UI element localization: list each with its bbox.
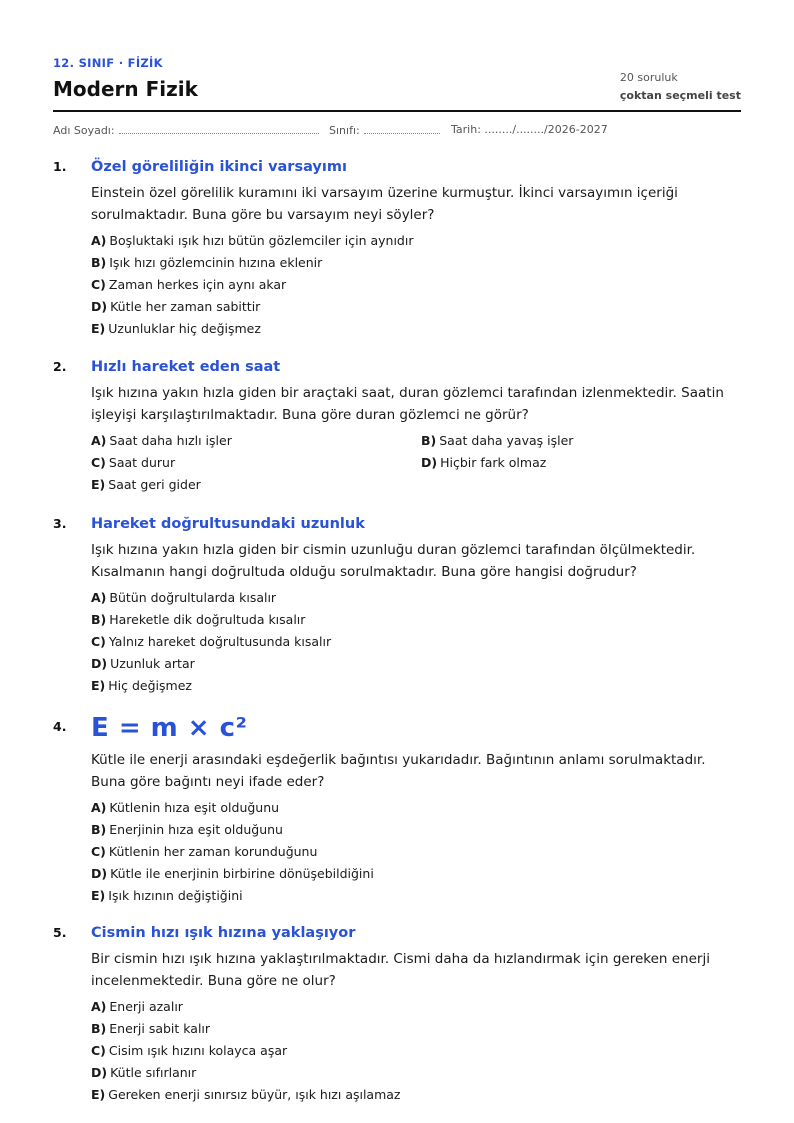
question-3	[53, 513, 741, 697]
test-meta	[620, 71, 741, 102]
name-field[interactable]	[53, 123, 319, 137]
option-d[interactable]: D) Kütle her zaman sabittir	[91, 299, 261, 314]
option-a[interactable]: A) Bütün doğrultularda kısalır	[91, 590, 277, 605]
options	[91, 230, 741, 340]
question-5	[53, 922, 741, 1106]
option-c[interactable]: C) Kütlenin her zaman korunduğunu	[91, 844, 318, 859]
option-d[interactable]: D) Hiçbir fark olmaz	[421, 455, 547, 470]
question-text: Işık hızına yakın hızla giden bir cismin uzunluğu duran gözlemci tarafından ölçülmektedir. Kısalmanın hangi doğrultuda olduğu sorulmaktadır. Buna göre hangisi doğrudur?	[91, 542, 696, 580]
question-text: Einstein özel görelilik kuramını iki varsayım üzerine kurmuştur. İkinci varsayımın içeriği sorulmaktadır. Buna göre bu varsayım neyi söyler?	[91, 185, 678, 223]
option-c[interactable]: C) Cisim ışık hızını kolayca aşar	[91, 1043, 288, 1058]
name-label: Adı Soyadı:	[53, 124, 115, 137]
grade-subject-label: 12. SINIF · FİZİK	[53, 56, 163, 70]
option-e[interactable]: E) Uzunluklar hiç değişmez	[91, 321, 261, 336]
option-c[interactable]: C) Saat durur	[91, 455, 176, 470]
option-a[interactable]: A) Saat daha hızlı işler	[91, 433, 232, 448]
question-2	[53, 356, 741, 496]
option-d[interactable]: D) Uzunluk artar	[91, 656, 195, 671]
formula-title: E = m × c²	[91, 713, 248, 743]
option-d[interactable]: D) Kütle ile enerjinin birbirine dönüşebildiğini	[91, 866, 374, 881]
option-a[interactable]: A) Enerji azalır	[91, 999, 183, 1014]
date-label: Tarih: ......../......../2026-2027	[451, 123, 608, 136]
student-info	[53, 123, 741, 149]
question-text: Kütle ile enerji arasındaki eşdeğerlik bağıntısı yukarıdadır. Bağıntının anlamı sorulmaktadır. Buna göre bağıntı neyi ifade eder?	[91, 752, 706, 790]
options	[91, 587, 741, 697]
question-title: Cismin hızı ışık hızına yaklaşıyor	[91, 925, 356, 941]
option-a[interactable]: A) Kütlenin hıza eşit olduğunu	[91, 800, 280, 815]
question-4	[53, 711, 741, 907]
question-number: 2.	[53, 359, 67, 374]
page-title: Modern Fizik	[53, 77, 198, 101]
question-title: Hareket doğrultusundaki uzunluk	[91, 516, 365, 532]
option-e[interactable]: E) Işık hızının değiştiğini	[91, 888, 243, 903]
option-e[interactable]: E) Saat geri gider	[91, 477, 201, 492]
option-b[interactable]: B) Saat daha yavaş işler	[421, 433, 574, 448]
option-e[interactable]: E) Gereken enerji sınırsız büyür, ışık hızı aşılamaz	[91, 1087, 401, 1102]
option-b[interactable]: B) Enerjinin hıza eşit olduğunu	[91, 822, 283, 837]
question-number: 1.	[53, 159, 67, 174]
option-e[interactable]: E) Hiç değişmez	[91, 678, 192, 693]
question-number: 4.	[53, 719, 67, 734]
option-c[interactable]: C) Yalnız hareket doğrultusunda kısalır	[91, 634, 332, 649]
question-number: 5.	[53, 925, 67, 940]
options	[91, 996, 741, 1106]
options	[91, 797, 741, 907]
date-field[interactable]	[451, 123, 608, 136]
class-blank[interactable]	[364, 123, 440, 134]
header	[53, 0, 741, 112]
option-b[interactable]: B) Işık hızı gözlemcinin hızına eklenir	[91, 255, 323, 270]
name-blank[interactable]	[119, 123, 319, 134]
class-label: Sınıfı:	[329, 124, 360, 137]
class-field[interactable]	[329, 123, 440, 137]
question-count: 20 soruluk	[619, 71, 678, 84]
question-title: Özel göreliliğin ikinci varsayımı	[91, 159, 347, 175]
question-1	[53, 156, 741, 340]
options	[91, 430, 741, 496]
option-c[interactable]: C) Zaman herkes için aynı akar	[91, 277, 287, 292]
option-b[interactable]: B) Enerji sabit kalır	[91, 1021, 211, 1036]
question-title: Hızlı hareket eden saat	[91, 359, 281, 375]
test-type: çoktan seçmeli test	[619, 89, 741, 102]
question-text: Bir cismin hızı ışık hızına yaklaştırılmaktadır. Cismi daha da hızlandırmak için gereken enerji incelenmektedir. Buna göre ne olur?	[91, 951, 710, 989]
option-b[interactable]: B) Hareketle dik doğrultuda kısalır	[91, 612, 306, 627]
question-number: 3.	[53, 516, 67, 531]
option-d[interactable]: D) Kütle sıfırlanır	[91, 1065, 197, 1080]
question-text: Işık hızına yakın hızla giden bir araçtaki saat, duran gözlemci tarafından izlenmektedir. Saatin işleyişi karşılaştırılmaktadır. Buna göre duran gözlemci ne görür?	[91, 385, 724, 423]
option-a[interactable]: A) Boşluktaki ışık hızı bütün gözlemciler için aynıdır	[91, 233, 414, 248]
